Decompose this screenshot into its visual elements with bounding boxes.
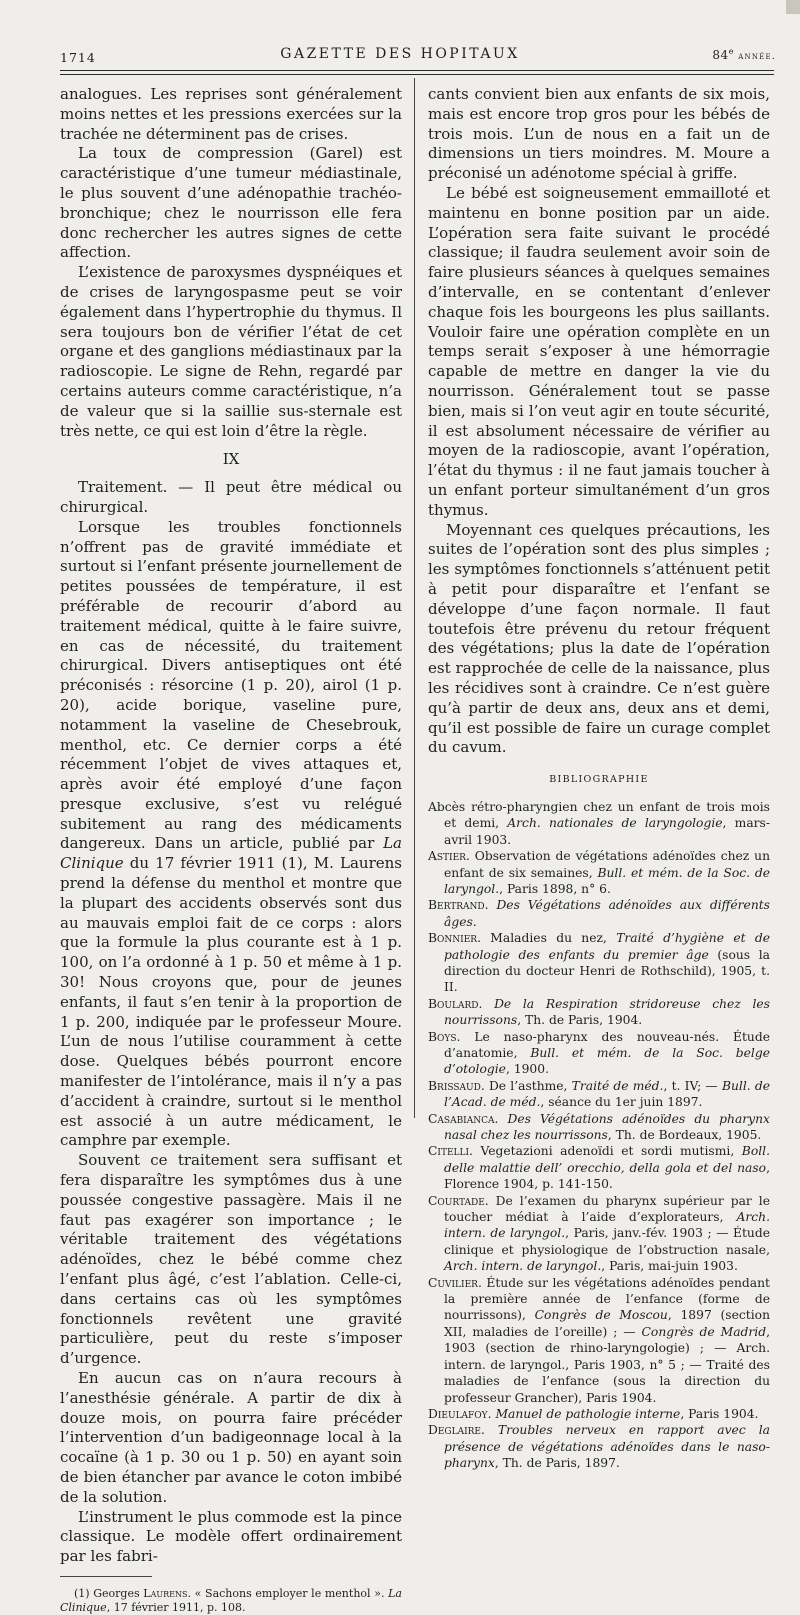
- header-rule-bottom: [60, 74, 774, 75]
- bibliography-title: Arch. intern. de laryngol.: [444, 1259, 602, 1274]
- bibliography-title: Bull. de l’Acad. de méd.: [444, 1078, 771, 1110]
- bibliography-entry: [428, 1193, 770, 1275]
- running-head-year: [712, 47, 776, 62]
- left-column: [60, 85, 402, 1615]
- bibliography-text: . Le naso-pharynx des nouveau-nés. Étude d’anatomie,: [444, 1029, 770, 1060]
- bibliography-title: Arch. intern. de laryngol.: [444, 1210, 770, 1241]
- footnote-journal: La Clinique: [60, 1586, 402, 1614]
- bibliography-text: , séance du 1er juin 1897.: [540, 1095, 703, 1110]
- section-number: IX: [222, 450, 240, 469]
- bibliography-text: . Étude sur les végétations adénoïdes pendant la première année de l’enfance (forme de nourrissons),: [444, 1275, 770, 1323]
- bibliography-text: .: [481, 1423, 498, 1438]
- page-corner-shadow: [786, 0, 800, 14]
- paragraph-suites: Moyennant ces quelques précautions, les suites de l’opération sont des plus simples ; les symptômes fonctionnels s’atténuent petit à petit pour disparaître et l’enfant se développe d’une façon normale. Il faut toutefois être prévenu du retour fréquent des végétations; plus la date de l’opération est rapprochée de celle de la naissance, plus les récidives sont à craindre. Ce n’est guère qu’à partir de deux ans, deux ans et demi, qu’il est possible de faire un curage complet du cavum.: [428, 520, 770, 757]
- bibliography-text: Abcès rétro-pharyngien chez un enfant de trois mois et demi,: [428, 799, 770, 831]
- bibliography-title: Traité de méd.: [571, 1078, 664, 1093]
- page-number: 1714: [60, 50, 96, 65]
- bibliography-author: Casabianca: [428, 1111, 495, 1126]
- bibliography-title: Traité d’hygiène et de pathologie des enfants du premier âge: [444, 931, 770, 962]
- header-rule-top: [60, 70, 774, 71]
- bibliography-text: .: [478, 996, 495, 1011]
- traitement-medical-text-b: du 17 février 1911 (1), M. Laurens prend la défense du menthol et montre que la plupart des accidents observés sont dus au mauvais emploi fait de ce corps : alors que la formule la plus courante est à 1 p. 100, on l’a ordonné à 1 p. 50 et même à 1 p. 30! Nous croyons que, pour de jeunes enfants, il faut s’en tenir à la proportion de 1 p. 200, indiquée par le professeur Moure. L’un de nous l’utilise couramment à cette dose. Quelques bébés pourront encore manifester de l’intolérance, mais il n’y a pas d’accident à craindre, surtout si le menthol est associé à un autre médicament, le camphre par exemple.: [60, 854, 402, 1150]
- bibliography-author: Brissaud: [428, 1078, 481, 1093]
- bibliography-author: Cuvilier: [428, 1275, 478, 1290]
- footnote-text-b: . « Sachons employer le menthol ».: [187, 1586, 389, 1600]
- bibliography-text: , Florence 1904, p. 141-150.: [444, 1160, 770, 1192]
- bibliography-entry: [428, 897, 770, 930]
- year-number: 84: [712, 48, 729, 62]
- bibliography-text: . De l’examen du pharynx supérieur par le toucher médiat à l’aide d’explorateurs,: [444, 1193, 770, 1225]
- bibliography-title: Bull. et mém. de la Soc. belge d’otologie: [444, 1045, 770, 1077]
- paragraph-traitement-heading: [60, 478, 402, 518]
- bibliography-entry: [428, 799, 770, 848]
- paragraph-traitement-medical: [60, 518, 402, 1152]
- paragraph-toux-compression: La toux de compression (Garel) est caractéristique d’une tumeur médiastinale, le plus souvent d’une adénopathie trachéo-bronchique; chez le nourrisson elle fera donc rechercher les autres signes de cette affection.: [60, 144, 402, 262]
- footnote: [60, 1587, 402, 1615]
- bibliography-text: , 1903 (section de rhino-laryngologie) ; — Arch. intern. de laryngol., Paris 1903, n° 5 ; — Traité des maladies de l’enfance (sous la direction du professeur Grancher), Paris 1904.: [444, 1324, 771, 1405]
- bibliography-entry: [428, 1111, 770, 1144]
- bibliography-text: . Maladies du nez,: [477, 931, 617, 946]
- running-head-title: GAZETTE DES HOPITAUX: [280, 46, 520, 62]
- bibliography-text: . Vegetazioni adenoïdi et sordi mutismi,: [469, 1144, 742, 1159]
- traitement-medical-text-a: Lorsque les troubles fonctionnels n’offrent pas de gravité immédiate et surtout si l’enfant présente journellement de petites poussées de température, il est préférable de recourir d’abord au traitement médical, quitte à le faire suivre, en cas de nécessité, du traitement chirurgical. Divers antiseptiques ont été préconisés : résorcine (1 p. 20), airol (1 p. 20), acide borique, vaseline pure, notamment la vaseline de Chesebrouk, menthol, etc. Ce dernier corps a été récemment l’objet de vives attaques et, après avoir été employé d’une façon presque exclusive, s’est vu relégué subitement au rang des médicaments dangereux. Dans un article, publié par: [60, 517, 402, 853]
- bibliography-entry: [428, 848, 770, 897]
- bibliography-entry: [428, 1143, 770, 1192]
- bibliography-author: Deglaire: [428, 1423, 481, 1438]
- bibliography-title: De la Respiration stridoreuse chez les nourrissons: [444, 996, 770, 1028]
- bibliography-title: Troubles nerveux en rapport avec la présence de végétations adénoïdes dans le naso-pharynx: [444, 1423, 770, 1471]
- bibliography-author: Courtade: [428, 1193, 485, 1208]
- bibliography-title: Arch. nationales de laryngologie: [507, 816, 723, 831]
- paragraph-anesthesie: En aucun cas on n’aura recours à l’anesthésie générale. A partir de dix à douze mois, on pourra faire précéder l’intervention d’un badigeonnage local à la cocaïne (à 1 p. 30 ou 1 p. 50) en ayant soin de bien étancher par avance le coton imbibé de la solution.: [60, 1369, 402, 1506]
- bibliography-title: Congrès de Moscou: [534, 1308, 668, 1323]
- bibliography-entry: [428, 996, 770, 1029]
- journal-name-clinique: La Clinique: [60, 834, 402, 873]
- bibliography-author: Boulard: [428, 996, 479, 1011]
- traitement-text: — Il peut être médical ou chirurgical.: [60, 478, 402, 516]
- year-superscript: e: [728, 47, 734, 56]
- traitement-label: Traitement.: [78, 478, 168, 497]
- paragraph-instrument: L’instrument le plus commode est la pince classique. Le modèle offert ordinairement par les fabri-: [60, 1507, 402, 1566]
- bibliography-author: Bertrand: [428, 898, 485, 913]
- year-word: année.: [738, 51, 776, 62]
- bibliography-text: (sous la direction du docteur Henri de Rothschild), 1905, t. II.: [444, 947, 770, 995]
- paragraph-ablation: Souvent ce traitement sera suffisant et fera disparaître les symptômes dus à une poussée congestive passagère. Mais il ne faut pas exagérer son importance ; le véritable traitement des végétations adénoïdes, chez le bébé comme chez l’enfant plus âgé, c’est l’ablation. Celle-ci, dans certains cas où les symptômes fonctionnels revêtent une gravité particulière, peut du reste s’imposer d’urgence.: [60, 1151, 402, 1368]
- bibliography-text: .: [484, 898, 497, 913]
- paragraph-adenotome: cants convient bien aux enfants de six mois, mais est encore trop gros pour les bébés de trois mois. L’un de nous en a fait un de dimensions un tiers moindres. M. Moure a préconisé un adénotome spécial à griffe.: [428, 85, 770, 183]
- bibliography-list: [428, 799, 770, 1472]
- bibliography-text: , Th. de Bordeaux, 1905.: [607, 1128, 762, 1143]
- bibliography-text: , Th. de Paris, 1904.: [517, 1013, 643, 1028]
- bibliography-author: Dieulafoy: [428, 1406, 488, 1421]
- bibliography-title: Boll. delle malattie dell’ orecchio, della gola et del naso: [444, 1144, 770, 1175]
- bibliography-text: , Th. de Paris, 1897.: [494, 1456, 620, 1471]
- footnote-text-c: , 17 février 1911, p. 108.: [106, 1600, 246, 1614]
- footnote-text-a: (1) Georges: [74, 1586, 144, 1600]
- bibliography-entry: [428, 1078, 770, 1111]
- bibliography-text: , Paris, mai-juin 1903.: [601, 1259, 738, 1274]
- bibliography-text: , t. IV; —: [663, 1078, 722, 1093]
- bibliography-text: .: [494, 1111, 508, 1126]
- footnote-author: Laurens: [143, 1586, 188, 1600]
- right-column: [428, 85, 770, 1472]
- bibliography-title: Des Végétations adénoïdes du pharynx nasal chez les nourrissons: [444, 1111, 770, 1143]
- footnote-rule: [60, 1576, 152, 1577]
- bibliography-title: Congrès de Madrid: [641, 1324, 767, 1339]
- paragraph-continuation: analogues. Les reprises sont généralement moins nettes et les pressions exercées sur la trachée ne déterminent pas de crises.: [60, 85, 402, 143]
- column-divider: [414, 78, 415, 1118]
- bibliography-author: Bonnier: [428, 931, 478, 946]
- bibliography-text: , Paris 1904.: [680, 1406, 759, 1421]
- bibliography-author: Astier: [428, 849, 466, 864]
- bibliography-entry: [428, 1275, 770, 1406]
- bibliography-title: Des Végétations adénoïdes aux différents âges.: [444, 898, 770, 929]
- bibliography-text: .: [487, 1406, 496, 1421]
- paragraph-thymus: L’existence de paroxysmes dyspnéiques et de crises de laryngospasme peut se voir également dans l’hypertrophie du thymus. Il sera toujours bon de vérifier l’état de cet organe et des ganglions médiastinaux par la radioscopie. Le signe de Rehn, regardé par certains auteurs comme caractéristique, n’a de valeur que si la saillie sus-sternale est très nette, ce qui est loin d’être la règle.: [60, 263, 402, 440]
- bibliography-text: , Paris, janv.-fév. 1903 ; — Étude clinique et physiologique de l’obstruction nasale,: [444, 1226, 770, 1257]
- bibliography-text: . De l’asthme,: [480, 1078, 572, 1093]
- bibliography-entry: [428, 1422, 770, 1471]
- bibliography-author: Boys: [428, 1029, 457, 1044]
- bibliography-text: , 1897 (section XII, maladies de l’oreille) ; —: [444, 1308, 770, 1339]
- bibliography-title: Bull. et mém. de la Soc. de laryngol.: [444, 865, 770, 896]
- bibliography-text: , mars-avril 1903.: [444, 816, 770, 847]
- bibliography-entry: [428, 1029, 770, 1078]
- bibliography-entry: [428, 930, 770, 996]
- bibliography-author: Citelli: [428, 1144, 470, 1159]
- paragraph-operation: Le bébé est soigneusement emmailloté et maintenu en bonne position par un aide. L’opération sera faite suivant le procédé classique; il faudra seulement avoir soin de faire plusieurs séances à quelques semaines d’intervalle, en se contentant d’enlever chaque fois les bourgeons les plus saillants. Vouloir faire une opération complète en un temps serait s’exposer à une hémorragie capable de mettre en danger la vie du nourrisson. Généralement tout se passe bien, mais si l’on veut agir en toute sécurité, il est absolument nécessaire de vérifier au moyen de la radioscopie, avant l’opération, l’état du thymus : il ne faut jamais toucher à un enfant porteur simultanément d’un gros thymus.: [428, 183, 770, 519]
- bibliography-entry: [428, 1406, 770, 1422]
- bibliography-heading: BIBLIOGRAPHIE: [549, 774, 649, 786]
- bibliography-title: Manuel de pathologie interne: [495, 1406, 681, 1421]
- bibliography-text: . Observation de végétations adénoïdes chez un enfant de six semaines,: [444, 849, 770, 880]
- bibliography-text: , 1900.: [505, 1062, 549, 1077]
- bibliography-text: , Paris 1898, n° 6.: [499, 881, 611, 896]
